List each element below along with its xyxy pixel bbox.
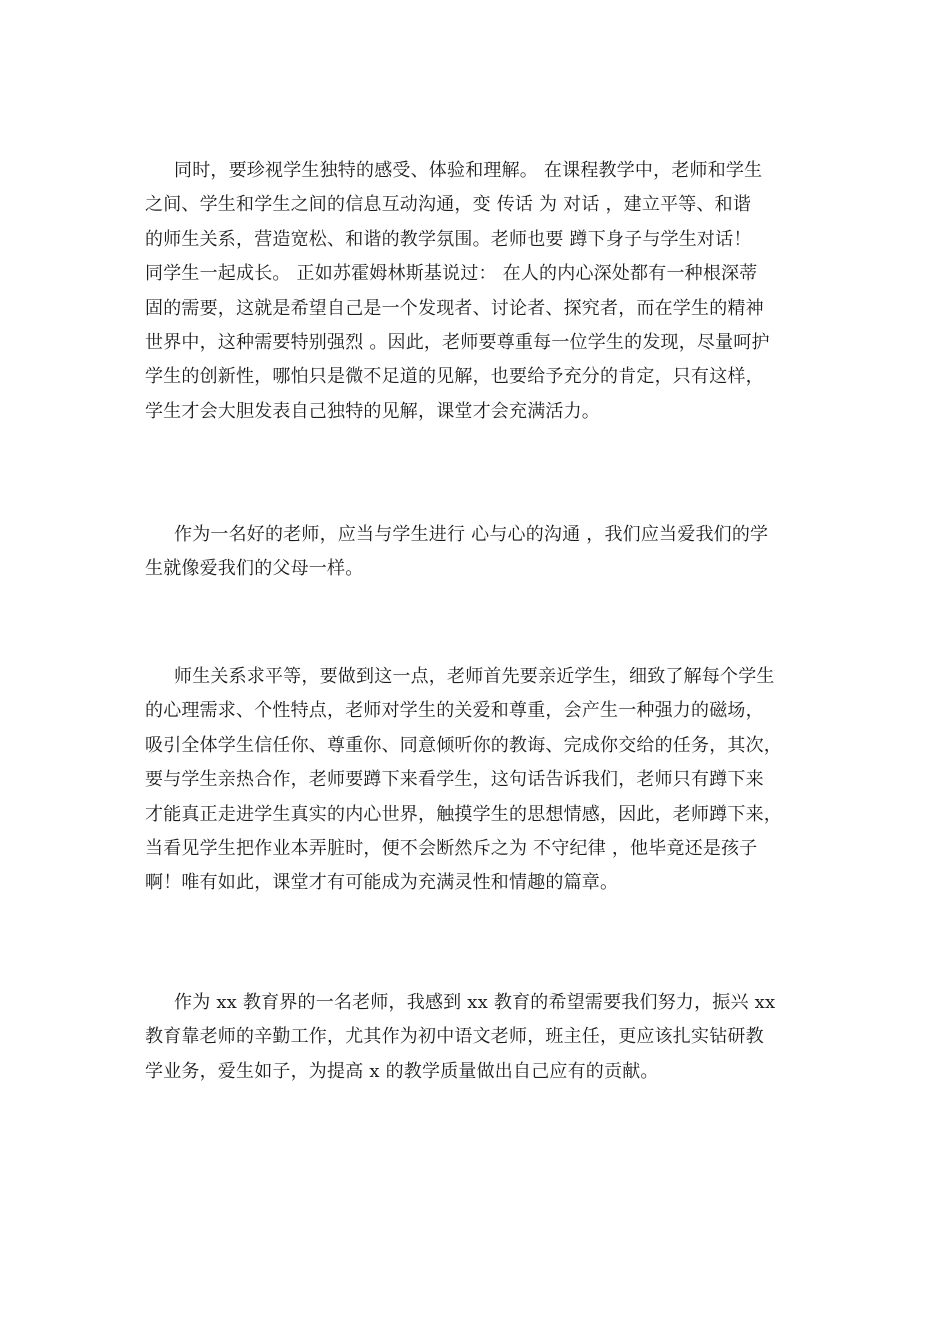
- text-line: 的师生关系，营造宽松、和谐的教学氛围。老师也要 蹲下身子与学生对话！: [145, 228, 752, 250]
- text-line: 之间、学生和学生之间的信息互动沟通，变 传话 为 对话 ，建立平等、和谐: [145, 194, 752, 216]
- paragraph-2: [145, 518, 815, 587]
- paragraph-4: [145, 986, 815, 1089]
- text-line: 同学生一起成长。 正如苏霍姆林斯基说过： 在人的内心深处都有一种根深蒂: [145, 263, 758, 285]
- text-line: 同时，要珍视学生独特的感受、体验和理解。 在课程教学中，老师和学生: [174, 160, 763, 181]
- text-line: 教育靠老师的辛勤工作，尤其作为初中语文老师，班主任，更应该扎实钻研教: [145, 1026, 764, 1048]
- text-line: 的心理需求、个性特点，老师对学生的关爱和尊重，会产生一种强力的磁场，: [145, 700, 764, 722]
- text-line: 固的需要，这就是希望自己是一个发现者、讨论者、探究者，而在学生的精神: [145, 297, 764, 319]
- text-line: 生就像爱我们的父母一样。: [145, 558, 364, 580]
- text-line: 才能真正走进学生真实的内心世界，触摸学生的思想情感，因此，老师蹲下来，: [145, 803, 782, 825]
- paragraph-3: [145, 660, 815, 901]
- text-line: 世界中，这种需要特别强烈 。因此，老师要尊重每一位学生的发现，尽量呵护: [145, 331, 770, 353]
- text-line: 当看见学生把作业本弄脏时，便不会断然斥之为 不守纪律 ，他毕竟还是孩子: [145, 837, 758, 859]
- text-line: 作为一名好的老师，应当与学生进行 心与心的沟通 ，我们应当爱我们的学: [174, 524, 769, 545]
- text-line: 学生才会大胆发表自己独特的见解，课堂才会充满活力。: [145, 400, 600, 422]
- paragraph-1: [145, 154, 815, 429]
- text-line: 要与学生亲热合作，老师要蹲下来看学生，这句话告诉我们，老师只有蹲下来: [145, 769, 764, 791]
- text-line: 学生的创新性，哪怕只是微不足道的见解，也要给予充分的肯定，只有这样，: [145, 366, 764, 388]
- text-line: 师生关系求平等，要做到这一点，老师首先要亲近学生，细致了解每个学生: [174, 666, 775, 687]
- text-line: 作为 xx 教育界的一名老师，我感到 xx 教育的希望需要我们努力，振兴 xx: [174, 992, 776, 1013]
- text-line: 啊！唯有如此，课堂才有可能成为充满灵性和情趣的篇章。: [145, 872, 619, 894]
- text-line: 学业务，爱生如子，为提高 x 的教学质量做出自己应有的贡献。: [145, 1060, 659, 1082]
- text-line: 吸引全体学生信任你、尊重你、同意倾听你的教诲、完成你交给的任务，其次，: [145, 734, 782, 756]
